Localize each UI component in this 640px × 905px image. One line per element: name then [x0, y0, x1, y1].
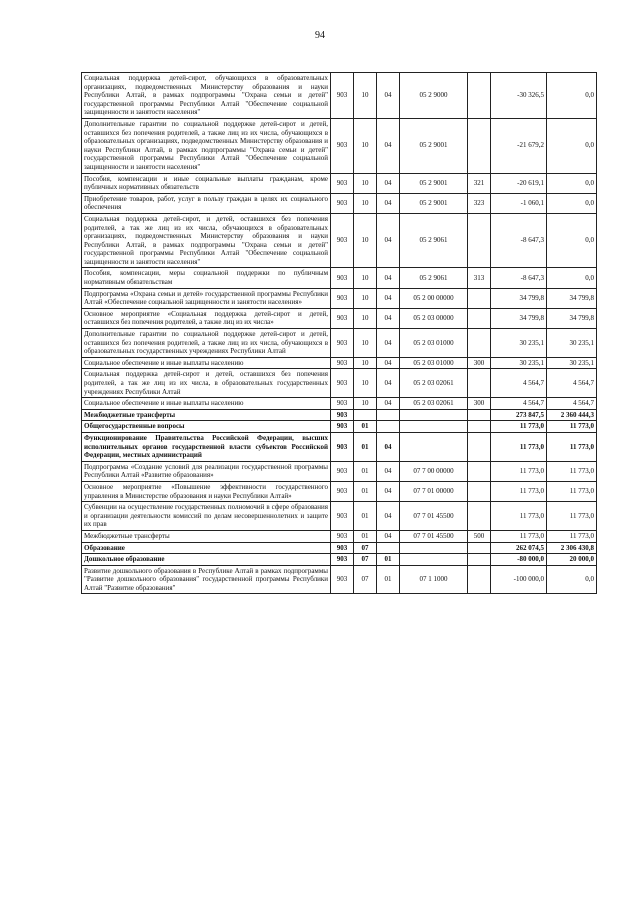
- table-row: [82, 502, 597, 531]
- amount-second: 30 235,1: [547, 357, 597, 369]
- subsection-code: 04: [377, 461, 400, 481]
- row-name: Функционирование Правительства Российской Федерации, высших исполнительных органов государственной власти субъектов Российской Федерации, местных администраций: [82, 432, 331, 461]
- amount-second: 11 773,0: [547, 432, 597, 461]
- target-article: 05 2 00 00000: [400, 288, 468, 308]
- row-name: Субвенции на осуществление государственных полномочий в сфере образования и организации деятельности комиссий по делам несовершеннолетних и защите их прав: [82, 502, 331, 531]
- row-name: Подпрограмма «Создание условий для реализации государственной программы Республики Алтай «Развитие образования»: [82, 461, 331, 481]
- table-row: [82, 213, 597, 268]
- section-code: 10: [354, 268, 377, 288]
- amount-second: 34 799,8: [547, 288, 597, 308]
- expense-type: [468, 421, 491, 433]
- ministry-code: 903: [331, 73, 354, 119]
- expense-type: [468, 554, 491, 566]
- ministry-code: 903: [331, 421, 354, 433]
- section-code: 01: [354, 421, 377, 433]
- section-code: 07: [354, 565, 377, 594]
- target-article: 07 7 01 00000: [400, 481, 468, 501]
- subsection-code: 04: [377, 357, 400, 369]
- table-row: [82, 173, 597, 193]
- expense-type: [468, 118, 491, 173]
- subsection-code: 04: [377, 193, 400, 213]
- row-name: Социальное обеспечение и иные выплаты населению: [82, 398, 331, 410]
- amount-first: 34 799,8: [491, 308, 547, 328]
- amount-second: 2 360 444,3: [547, 409, 597, 421]
- row-name: Общегосударственные вопросы: [82, 421, 331, 433]
- section-code: 10: [354, 73, 377, 119]
- table-row: [82, 73, 597, 119]
- ministry-code: 903: [331, 542, 354, 554]
- page-number: 94: [315, 30, 325, 41]
- target-article: 05 2 03 02061: [400, 369, 468, 398]
- ministry-code: 903: [331, 357, 354, 369]
- expense-type: [468, 432, 491, 461]
- row-name: Пособия, компенсации и иные социальные выплаты гражданам, кроме публичных нормативных обязательств: [82, 173, 331, 193]
- expense-type: [468, 542, 491, 554]
- table-row: [82, 398, 597, 410]
- subsection-code: 04: [377, 369, 400, 398]
- subsection-code: 01: [377, 554, 400, 566]
- subsection-code: [377, 542, 400, 554]
- target-article: 05 2 9001: [400, 118, 468, 173]
- ministry-code: 903: [331, 118, 354, 173]
- table-row: [82, 461, 597, 481]
- table-row: [82, 565, 597, 594]
- subsection-code: 04: [377, 308, 400, 328]
- expense-type: [468, 329, 491, 358]
- subsection-code: 01: [377, 565, 400, 594]
- expense-type: [468, 409, 491, 421]
- amount-first: 11 773,0: [491, 461, 547, 481]
- expense-type: 300: [468, 398, 491, 410]
- section-code: 01: [354, 461, 377, 481]
- expense-type: 323: [468, 193, 491, 213]
- target-article: 07 1 1000: [400, 565, 468, 594]
- expense-type: [468, 565, 491, 594]
- expense-type: [468, 288, 491, 308]
- amount-second: 0,0: [547, 118, 597, 173]
- table-row: [82, 369, 597, 398]
- amount-first: -30 326,5: [491, 73, 547, 119]
- expense-type: 300: [468, 357, 491, 369]
- ministry-code: 903: [331, 398, 354, 410]
- section-code: 01: [354, 530, 377, 542]
- table-row: [82, 421, 597, 433]
- ministry-code: 903: [331, 481, 354, 501]
- section-code: 10: [354, 288, 377, 308]
- target-article: 05 2 9061: [400, 213, 468, 268]
- section-code: 10: [354, 213, 377, 268]
- section-code: 10: [354, 357, 377, 369]
- ministry-code: 903: [331, 432, 354, 461]
- ministry-code: 903: [331, 409, 354, 421]
- expense-type: [468, 369, 491, 398]
- row-name: Социальное обеспечение и иные выплаты населению: [82, 357, 331, 369]
- ministry-code: 903: [331, 554, 354, 566]
- section-code: 10: [354, 173, 377, 193]
- target-article: [400, 432, 468, 461]
- ministry-code: 903: [331, 213, 354, 268]
- table-row: [82, 357, 597, 369]
- section-code: 01: [354, 481, 377, 501]
- row-name: Социальная поддержка детей-сирот и детей, оставшихся без попечения родителей, а так же лиц из их числа, в образовательных государственных учреждениях Республики Алтай: [82, 369, 331, 398]
- target-article: [400, 542, 468, 554]
- table-row: [82, 542, 597, 554]
- ministry-code: 903: [331, 461, 354, 481]
- amount-second: 4 564,7: [547, 369, 597, 398]
- row-name: Пособия, компенсации, меры социальной поддержки по публичным нормативным обязательствам: [82, 268, 331, 288]
- amount-first: 11 773,0: [491, 421, 547, 433]
- table-row: [82, 329, 597, 358]
- section-code: 07: [354, 542, 377, 554]
- ministry-code: 903: [331, 329, 354, 358]
- amount-second: 11 773,0: [547, 530, 597, 542]
- section-code: 07: [354, 554, 377, 566]
- section-code: 10: [354, 118, 377, 173]
- table-row: [82, 530, 597, 542]
- amount-first: -20 619,1: [491, 173, 547, 193]
- subsection-code: [377, 421, 400, 433]
- table-row: [82, 308, 597, 328]
- ministry-code: 903: [331, 193, 354, 213]
- amount-second: 0,0: [547, 173, 597, 193]
- target-article: 05 2 9061: [400, 268, 468, 288]
- amount-second: 0,0: [547, 193, 597, 213]
- ministry-code: 903: [331, 268, 354, 288]
- amount-second: 11 773,0: [547, 421, 597, 433]
- ministry-code: 903: [331, 565, 354, 594]
- target-article: 05 2 9001: [400, 193, 468, 213]
- amount-first: 11 773,0: [491, 432, 547, 461]
- amount-second: 20 000,0: [547, 554, 597, 566]
- amount-first: -8 647,3: [491, 213, 547, 268]
- subsection-code: 04: [377, 502, 400, 531]
- target-article: [400, 409, 468, 421]
- amount-first: -80 000,0: [491, 554, 547, 566]
- row-name: Межбюджетные трансферты: [82, 409, 331, 421]
- subsection-code: 04: [377, 432, 400, 461]
- target-article: [400, 421, 468, 433]
- amount-second: 0,0: [547, 73, 597, 119]
- amount-first: 262 074,5: [491, 542, 547, 554]
- target-article: 07 7 01 45500: [400, 530, 468, 542]
- row-name: Дополнительные гарантии по социальной поддержке детей-сирот и детей, оставшихся без попечения родителей, а также лиц из их числа, обучающихся в образовательных государственных учреждениях Республики Алтай: [82, 329, 331, 358]
- section-code: [354, 409, 377, 421]
- expense-type: 313: [468, 268, 491, 288]
- amount-first: 4 564,7: [491, 398, 547, 410]
- amount-second: 2 306 430,8: [547, 542, 597, 554]
- amount-first: 30 235,1: [491, 357, 547, 369]
- amount-first: 273 847,5: [491, 409, 547, 421]
- amount-second: 11 773,0: [547, 481, 597, 501]
- row-name: Дополнительные гарантии по социальной поддержке детей-сирот и детей, оставшихся без попечения родителей, а также лиц из их числа, обучающихся в образовательных организациях, подведомственных Министерству образования и науки Республики Алтай, в рамках подпрограммы "Охрана семьи и детей" государственной программы Республики Алтай "Обеспечение социальной защищенности и занятости населения": [82, 118, 331, 173]
- table-row: [82, 288, 597, 308]
- amount-first: 11 773,0: [491, 481, 547, 501]
- budget-table: [81, 72, 597, 594]
- amount-second: 11 773,0: [547, 502, 597, 531]
- row-name: Приобретение товаров, работ, услуг в пользу граждан в целях их социального обеспечения: [82, 193, 331, 213]
- table-row: [82, 118, 597, 173]
- amount-first: 11 773,0: [491, 502, 547, 531]
- target-article: 05 2 03 01000: [400, 329, 468, 358]
- section-code: 01: [354, 502, 377, 531]
- amount-first: -1 060,1: [491, 193, 547, 213]
- table-row: [82, 481, 597, 501]
- amount-second: 30 235,1: [547, 329, 597, 358]
- row-name: Подпрограмма «Охрана семьи и детей» государственной программы Республики Алтай «Обеспечение социальной защищенности и занятости населения»: [82, 288, 331, 308]
- subsection-code: 04: [377, 73, 400, 119]
- section-code: 10: [354, 193, 377, 213]
- table-row: [82, 193, 597, 213]
- amount-first: -8 647,3: [491, 268, 547, 288]
- amount-first: 30 235,1: [491, 329, 547, 358]
- expense-type: [468, 481, 491, 501]
- expense-type: [468, 213, 491, 268]
- section-code: 01: [354, 432, 377, 461]
- row-name: Основное мероприятие «Повышение эффективности государственного управления в Министерстве образования и науки Республики Алтай»: [82, 481, 331, 501]
- ministry-code: 903: [331, 530, 354, 542]
- row-name: Социальная поддержка детей-сирот, и детей, оставшихся без попечения родителей, а так же лиц из их числа, обучающихся в образовательных организациях, подведомственных Министерству образования и науки Республики Алтай, в рамках подпрограммы "Охрана семьи и детей" государственной программы Республики Алтай "Обеспечение социальной защищенности и занятости населения": [82, 213, 331, 268]
- subsection-code: 04: [377, 398, 400, 410]
- subsection-code: 04: [377, 213, 400, 268]
- subsection-code: [377, 409, 400, 421]
- section-code: 10: [354, 369, 377, 398]
- amount-first: 11 773,0: [491, 530, 547, 542]
- amount-first: 4 564,7: [491, 369, 547, 398]
- ministry-code: 903: [331, 308, 354, 328]
- amount-first: -21 679,2: [491, 118, 547, 173]
- table-row: [82, 409, 597, 421]
- target-article: 05 2 03 00000: [400, 308, 468, 328]
- amount-second: 4 564,7: [547, 398, 597, 410]
- subsection-code: 04: [377, 118, 400, 173]
- subsection-code: 04: [377, 288, 400, 308]
- subsection-code: 04: [377, 481, 400, 501]
- subsection-code: 04: [377, 173, 400, 193]
- ministry-code: 903: [331, 288, 354, 308]
- target-article: 05 2 03 02061: [400, 398, 468, 410]
- table-row: [82, 554, 597, 566]
- expense-type: 321: [468, 173, 491, 193]
- amount-second: 11 773,0: [547, 461, 597, 481]
- expense-type: [468, 308, 491, 328]
- row-name: Основное мероприятие «Социальная поддержка детей-сирот и детей, оставшихся без попечения родителей, а также лиц из их числа»: [82, 308, 331, 328]
- target-article: 05 2 9001: [400, 173, 468, 193]
- subsection-code: 04: [377, 268, 400, 288]
- target-article: 05 2 9000: [400, 73, 468, 119]
- expense-type: 500: [468, 530, 491, 542]
- amount-second: 0,0: [547, 268, 597, 288]
- ministry-code: 903: [331, 502, 354, 531]
- amount-first: -100 000,0: [491, 565, 547, 594]
- amount-second: 0,0: [547, 565, 597, 594]
- table-row: [82, 268, 597, 288]
- section-code: 10: [354, 329, 377, 358]
- expense-type: [468, 461, 491, 481]
- section-code: 10: [354, 308, 377, 328]
- section-code: 10: [354, 398, 377, 410]
- table-row: [82, 432, 597, 461]
- row-name: Социальная поддержка детей-сирот, обучающихся в образовательных организациях, подведомственных Министерству образования и науки Республики Алтай, в рамках подпрограммы "Охрана семьи и детей" государственной программы Республики Алтай "Обеспечение социальной защищенности и занятости населения": [82, 73, 331, 119]
- target-article: 07 7 00 00000: [400, 461, 468, 481]
- subsection-code: 04: [377, 329, 400, 358]
- ministry-code: 903: [331, 369, 354, 398]
- expense-type: [468, 73, 491, 119]
- row-name: Дошкольное образование: [82, 554, 331, 566]
- amount-second: 34 799,8: [547, 308, 597, 328]
- ministry-code: 903: [331, 173, 354, 193]
- row-name: Развитие дошкольного образования в Республике Алтай в рамках подпрограммы "Развитие дошкольного образования" государственной программы Республики Алтай "Развитие образования": [82, 565, 331, 594]
- target-article: [400, 554, 468, 566]
- row-name: Образование: [82, 542, 331, 554]
- row-name: Межбюджетные трансферты: [82, 530, 331, 542]
- target-article: 07 7 01 45500: [400, 502, 468, 531]
- expense-type: [468, 502, 491, 531]
- target-article: 05 2 03 01000: [400, 357, 468, 369]
- subsection-code: 04: [377, 530, 400, 542]
- amount-second: 0,0: [547, 213, 597, 268]
- amount-first: 34 799,8: [491, 288, 547, 308]
